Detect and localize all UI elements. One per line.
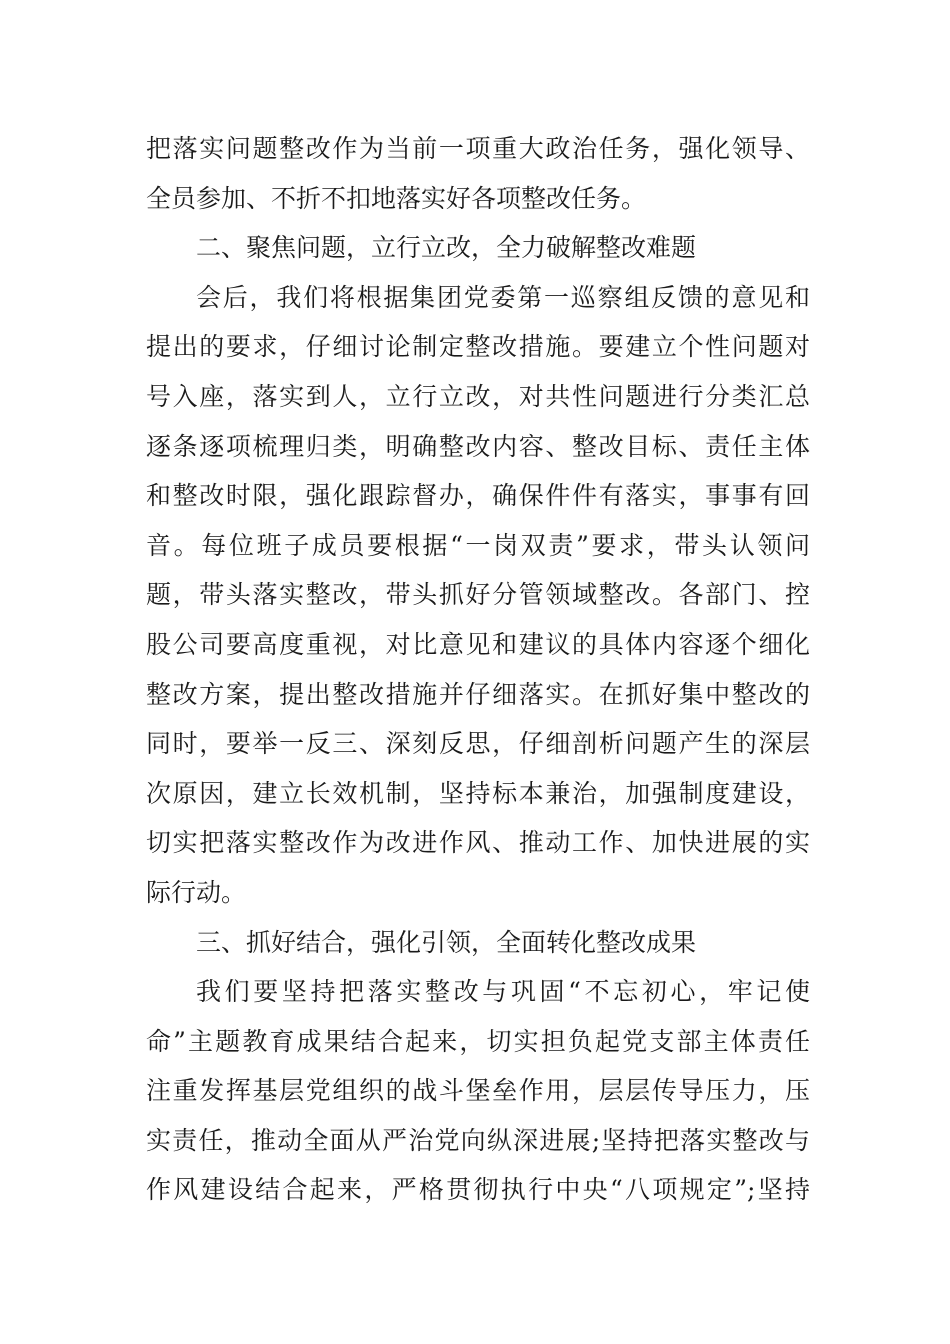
text-line: 号入座，落实到人，立行立改，对共性问题进行分类汇总 [146,381,810,411]
document-body [146,124,810,1215]
text-line: 我们要坚持把落实整改与巩固“不忘初心，牢记使 [196,977,810,1007]
text-line: 三、抓好结合，强化引领，全面转化整改成果 [196,927,697,957]
text-line: 提出的要求，仔细讨论制定整改措施。要建立个性问题对 [146,332,810,362]
text-line: 全员参加、不折不扣地落实好各项整改任务。 [146,183,647,213]
text-line: 音。每位班子成员要根据“一岗双责”要求，带头认领问 [146,530,810,560]
text-line: 会后，我们将根据集团党委第一巡察组反馈的意见和 [196,282,810,312]
text-line: 次原因，建立长效机制，坚持标本兼治，加强制度建设， [146,778,810,808]
text-line: 注重发挥基层党组织的战斗堡垒作用，层层传导压力，压 [146,1076,810,1106]
text-line: 题，带头落实整改，带头抓好分管领域整改。各部门、控 [146,580,810,610]
text-line: 作风建设结合起来，严格贯彻执行中央“八项规定”;坚持 [146,1175,810,1205]
text-line: 际行动。 [146,877,247,907]
text-line: 实责任，推动全面从严治党向纵深进展;坚持把落实整改与 [146,1125,810,1155]
text-line: 把落实问题整改作为当前一项重大政治任务，强化领导、 [146,134,810,163]
text-line: 逐条逐项梳理归类，明确整改内容、整改目标、责任主体 [146,431,810,461]
text-line: 切实把落实整改作为改进作风、推动工作、加快进展的实 [146,828,810,858]
text-line: 同时，要举一反三、深刻反思，仔细剖析问题产生的深层 [146,729,810,759]
text-line: 股公司要高度重视，对比意见和建议的具体内容逐个细化 [146,629,810,659]
text-line: 命”主题教育成果结合起来，切实担负起党支部主体责任 [146,1026,810,1056]
text-line: 整改方案，提出整改措施并仔细落实。在抓好集中整改的 [146,679,810,709]
text-line: 二、聚焦问题，立行立改，全力破解整改难题 [196,233,697,263]
text-line: 和整改时限，强化跟踪督办，确保件件有落实，事事有回 [146,481,810,511]
